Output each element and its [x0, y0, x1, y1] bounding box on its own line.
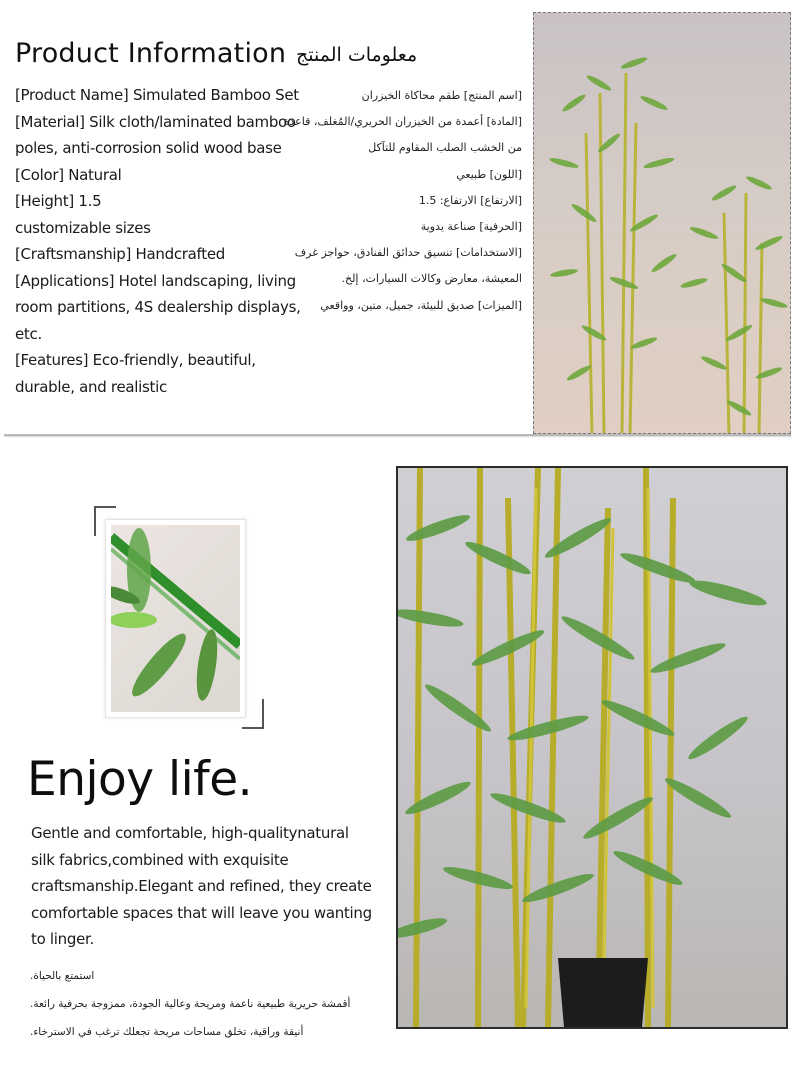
body-line: silk fabrics,combined with exquisite [31, 850, 289, 869]
lifestyle-body-en [31, 820, 371, 953]
spec-line: customizable sizes [15, 218, 151, 237]
body-line-ar: استمتع بالحياة. [30, 970, 95, 982]
spec-line: [Applications] Hotel landscaping, living [15, 271, 296, 290]
body-line: comfortable spaces that will leave you wanting [31, 903, 372, 922]
potted-bamboo-photo [396, 466, 788, 1029]
spec-line-ar: المعيشة، معارض وكالات السيارات، إلخ. [341, 272, 522, 286]
bamboo-plants-photo [533, 12, 791, 434]
product-info-title-ar: معلومات المنتج [296, 44, 418, 66]
spec-line: [Features] Eco-friendly, beautiful, [15, 351, 256, 369]
potted-bamboo-icon [398, 468, 786, 1027]
body-line-ar: أنيقة وراقية، تخلق مساحات مريحة تجعلك ترغب في الاسترخاء. [30, 1026, 304, 1038]
spec-line: [Color] Natural [15, 165, 122, 184]
spec-line-ar: [اسم المنتج] طقم محاكاة الخيزران [361, 89, 522, 102]
spec-line: room partitions, 4S dealership displays, [15, 298, 301, 316]
spec-line: [Height] 1.5 [15, 192, 102, 210]
spec-line: durable, and realistic [15, 377, 167, 396]
spec-list-en [15, 82, 301, 400]
spec-line-ar: [الاستخدامات] تنسيق حدائق الفنادق، حواجز غرف [294, 246, 522, 260]
product-info-title-en: Product Information [15, 38, 287, 69]
spec-line: [Product Name] Simulated Bamboo Set [15, 86, 299, 104]
bamboo-illustration-icon [534, 13, 791, 434]
bamboo-leaf-closeup-photo [105, 519, 246, 718]
body-line: Gentle and comfortable, high-qualitynatural [31, 824, 349, 842]
leaf-closeup-icon [111, 525, 240, 712]
spec-line-ar: [المادة] أعمدة من الخيزران الحريري/المُغلف، قاعدة [283, 115, 522, 129]
spec-line: etc. [15, 324, 42, 343]
spec-list-ar [283, 83, 522, 319]
section-divider [4, 434, 791, 436]
lifestyle-headline: Enjoy life. [27, 752, 253, 807]
spec-line-ar: [الارتفاع] الارتفاع: 1.5 [418, 193, 522, 207]
spec-line-ar: [اللون] طبيعي [456, 167, 522, 181]
spec-line: poles, anti-corrosion solid wood base [15, 139, 282, 157]
spec-line-ar: من الخشب الصلب المقاوم للتآكل [368, 141, 522, 155]
spec-line: [Craftsmanship] Handcrafted [15, 245, 225, 263]
spec-line: [Material] Silk cloth/laminated bamboo [15, 112, 296, 131]
closeup-image-area [111, 525, 240, 712]
spec-line-ar: [الحرفية] صناعة يدوية [420, 220, 522, 234]
body-line: craftsmanship.Elegant and refined, they create [31, 877, 372, 896]
body-line: to linger. [31, 930, 94, 949]
body-line-ar: أقمشة حريرية طبيعية ناعمة ومريحة وعالية الجودة، ممزوجة بحرفية رائعة. [30, 998, 351, 1010]
spec-line-ar: [الميزات] صديق للبيئة، جميل، متين، وواقعي [320, 298, 522, 312]
lifestyle-body-ar [30, 962, 362, 1046]
